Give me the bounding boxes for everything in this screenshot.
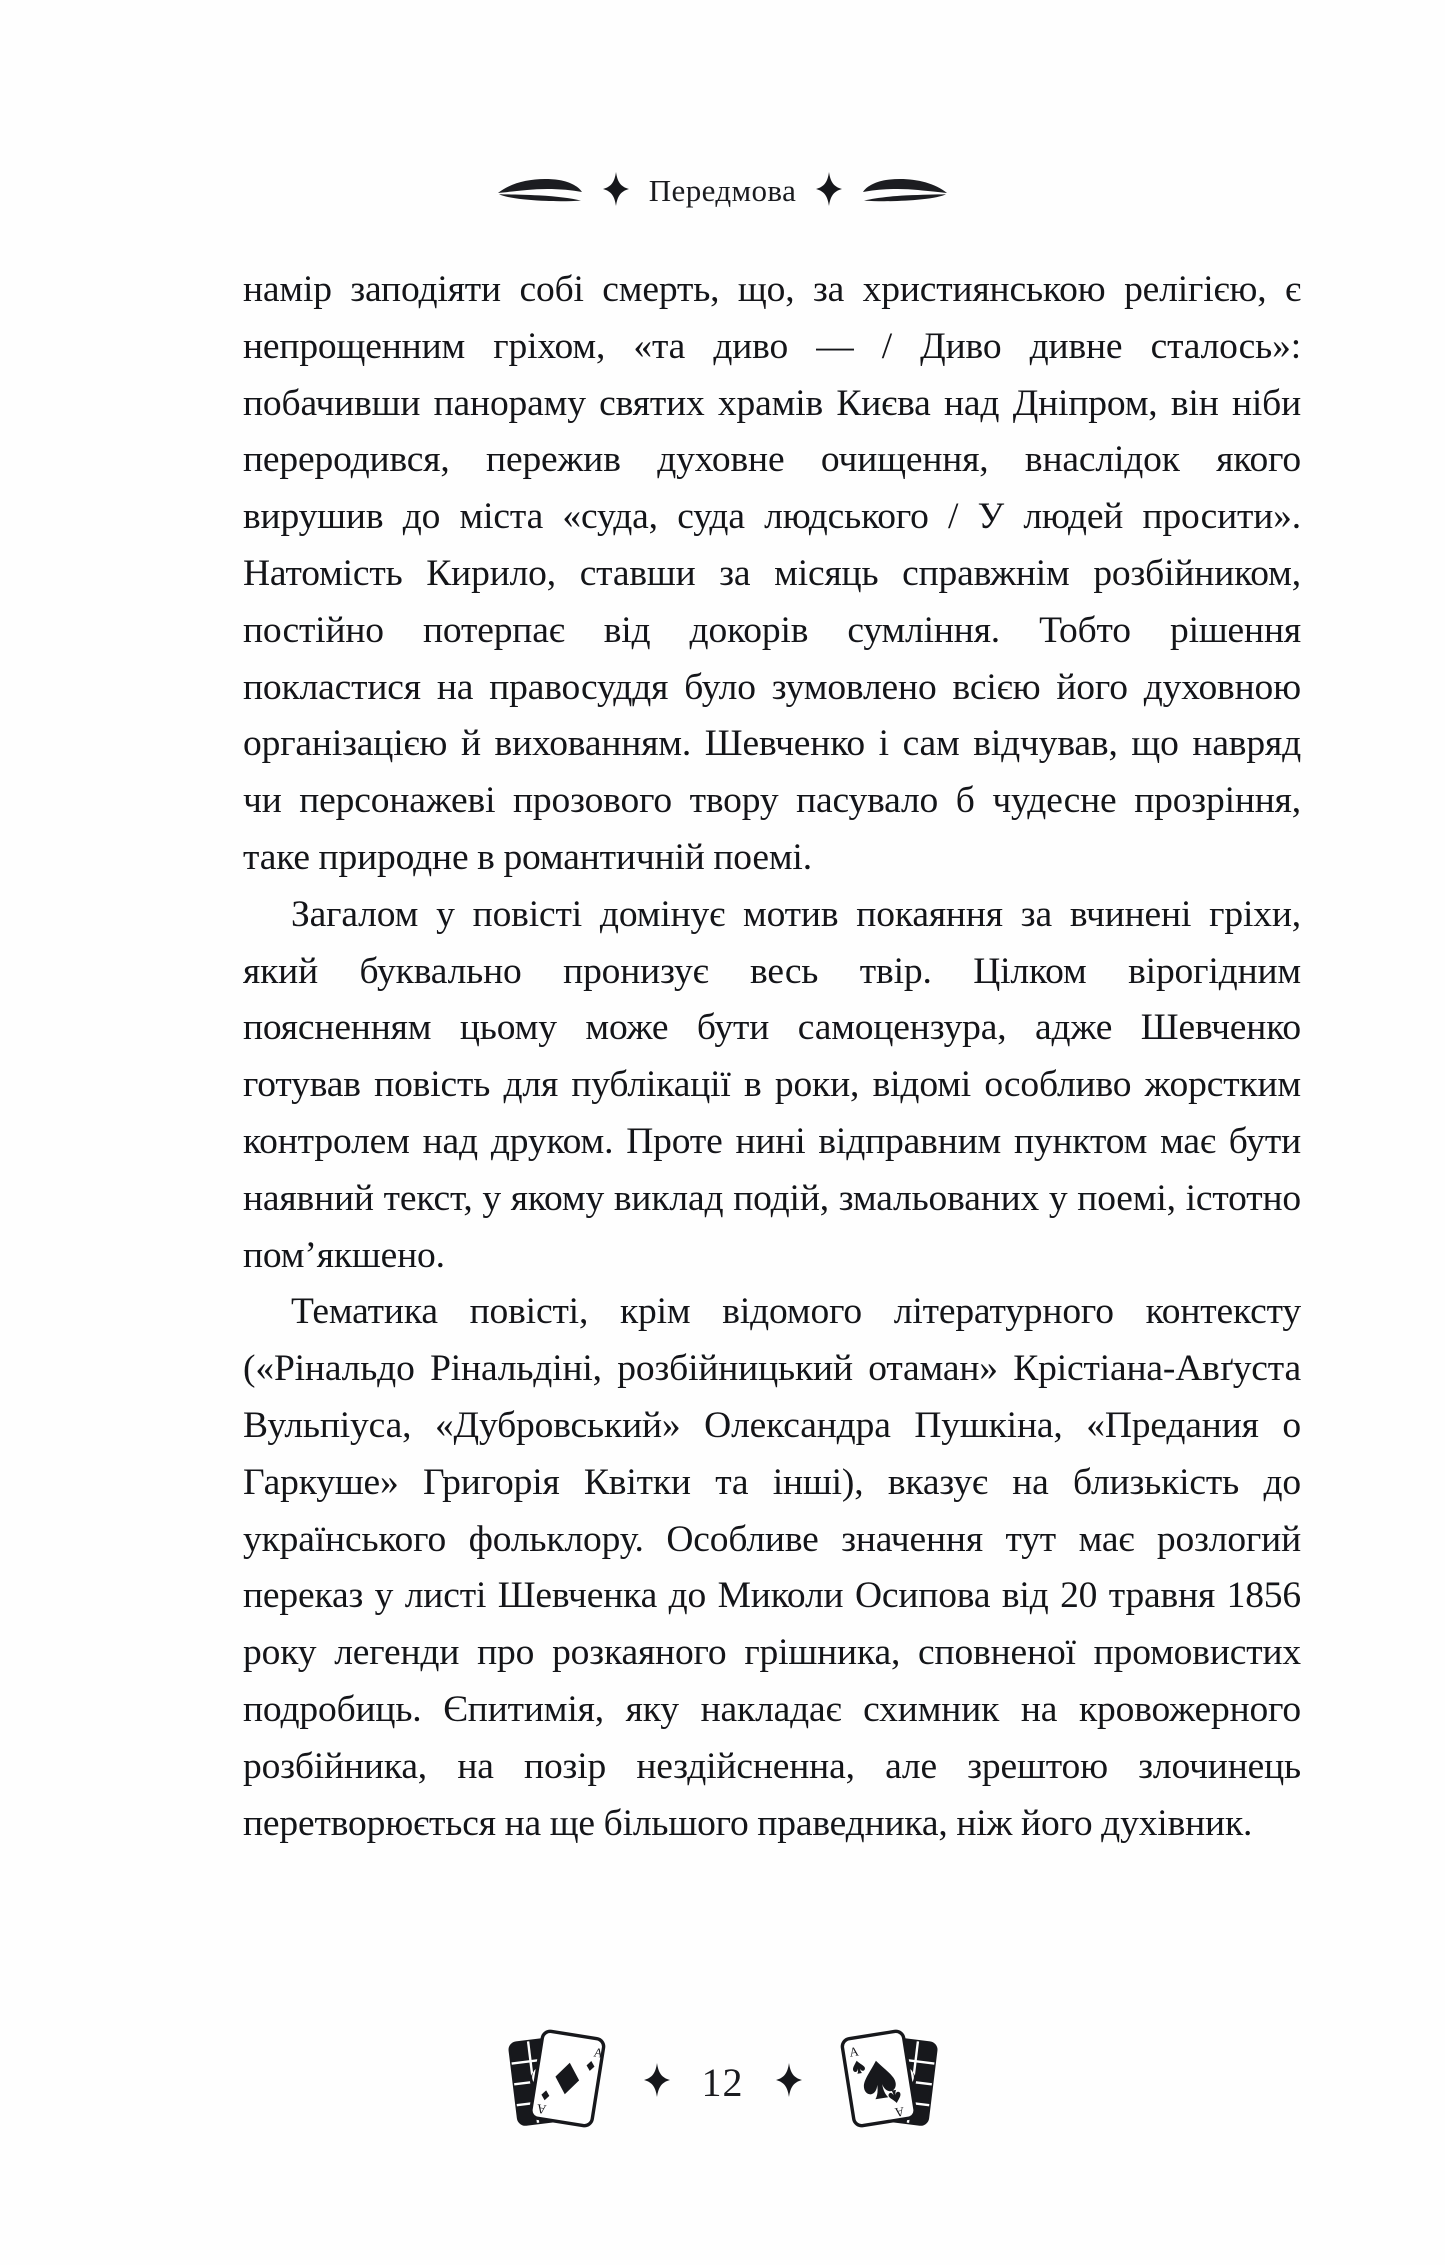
- diamond-spark-icon: [644, 2063, 670, 2102]
- leaf-flourish-icon: [862, 176, 948, 207]
- running-head: [0, 165, 1445, 217]
- playing-cards-diamonds-icon: [502, 2026, 614, 2139]
- diamond-spark-icon: [776, 2063, 802, 2102]
- paragraph-1: намір заподіяти собі смерть, що, за християнською релігією, є непрощенним гріхом, «та диво — / Диво дивне сталось»: побачивши панораму святих храмів Києва над Дніпром, він ніби переродився, пережив духовне очищення, внаслідок якого вирушив до міста «суда, суда людського / У людей просити». Натомість Кирило, ставши за місяць справжнім розбійником, постійно потерпає від докорів сумління. Тобто рішення покластися на правосуддя було зумовлено всією його духовною організацією й вихованням. Шевченко і сам відчував, що навряд чи персонажеві прозового твору пасувало б чудесне прозріння, таке природне в романтичній поемі.: [243, 269, 1301, 878]
- svg-text:A: A: [847, 2042, 860, 2060]
- svg-text:A: A: [535, 2100, 547, 2117]
- body-text: [243, 262, 1301, 1852]
- playing-cards-spades-icon: [832, 2026, 944, 2139]
- page-number: 12: [701, 2059, 744, 2105]
- svg-text:A: A: [893, 2103, 905, 2120]
- diamond-spark-icon: [816, 172, 842, 211]
- svg-text:A: A: [592, 2043, 604, 2061]
- paragraph-2: Загалом у повісті домінує мотив покаяння за вчинені гріхи, який буквально пронизує весь твір. Цілком вірогідним поясненням цьому може бути самоцензура, адже Шевченко готував повість для публікації в роки, відомі особливо жорстким контролем над друком. Проте нині відправним пунктом має бути наявний текст, у якому виклад подій, змальованих у поемі, істотно пом’якшено.: [243, 893, 1301, 1276]
- diamond-spark-icon: [603, 172, 629, 211]
- running-head-title: Передмова: [648, 173, 797, 208]
- page-footer: [0, 2022, 1445, 2142]
- paragraph-3: Тематика повісті, крім відомого літературного контексту («Рінальдо Рінальдіні, розбійницький отаман» Крістіана-Авґуста Вульпіуса, «Дубровський» Олександра Пушкіна, «Предания о Гаркуше» Григорія Квітки та інші), вказує на близькість до українського фольклору. Особливе значення тут має розлогий переказ у листі Шевченка до Миколи Осипова від 20 травня 1856 року легенди про розкаяного грішника, сповненої промовистих подробиць. Єпитимія, яку накладає схимник на кровожерного розбійника, на позір нездійсненна, але зрештою злочинець перетворюється на ще більшого праведника, ніж його духівник.: [243, 1291, 1301, 1844]
- leaf-flourish-icon: [497, 176, 583, 207]
